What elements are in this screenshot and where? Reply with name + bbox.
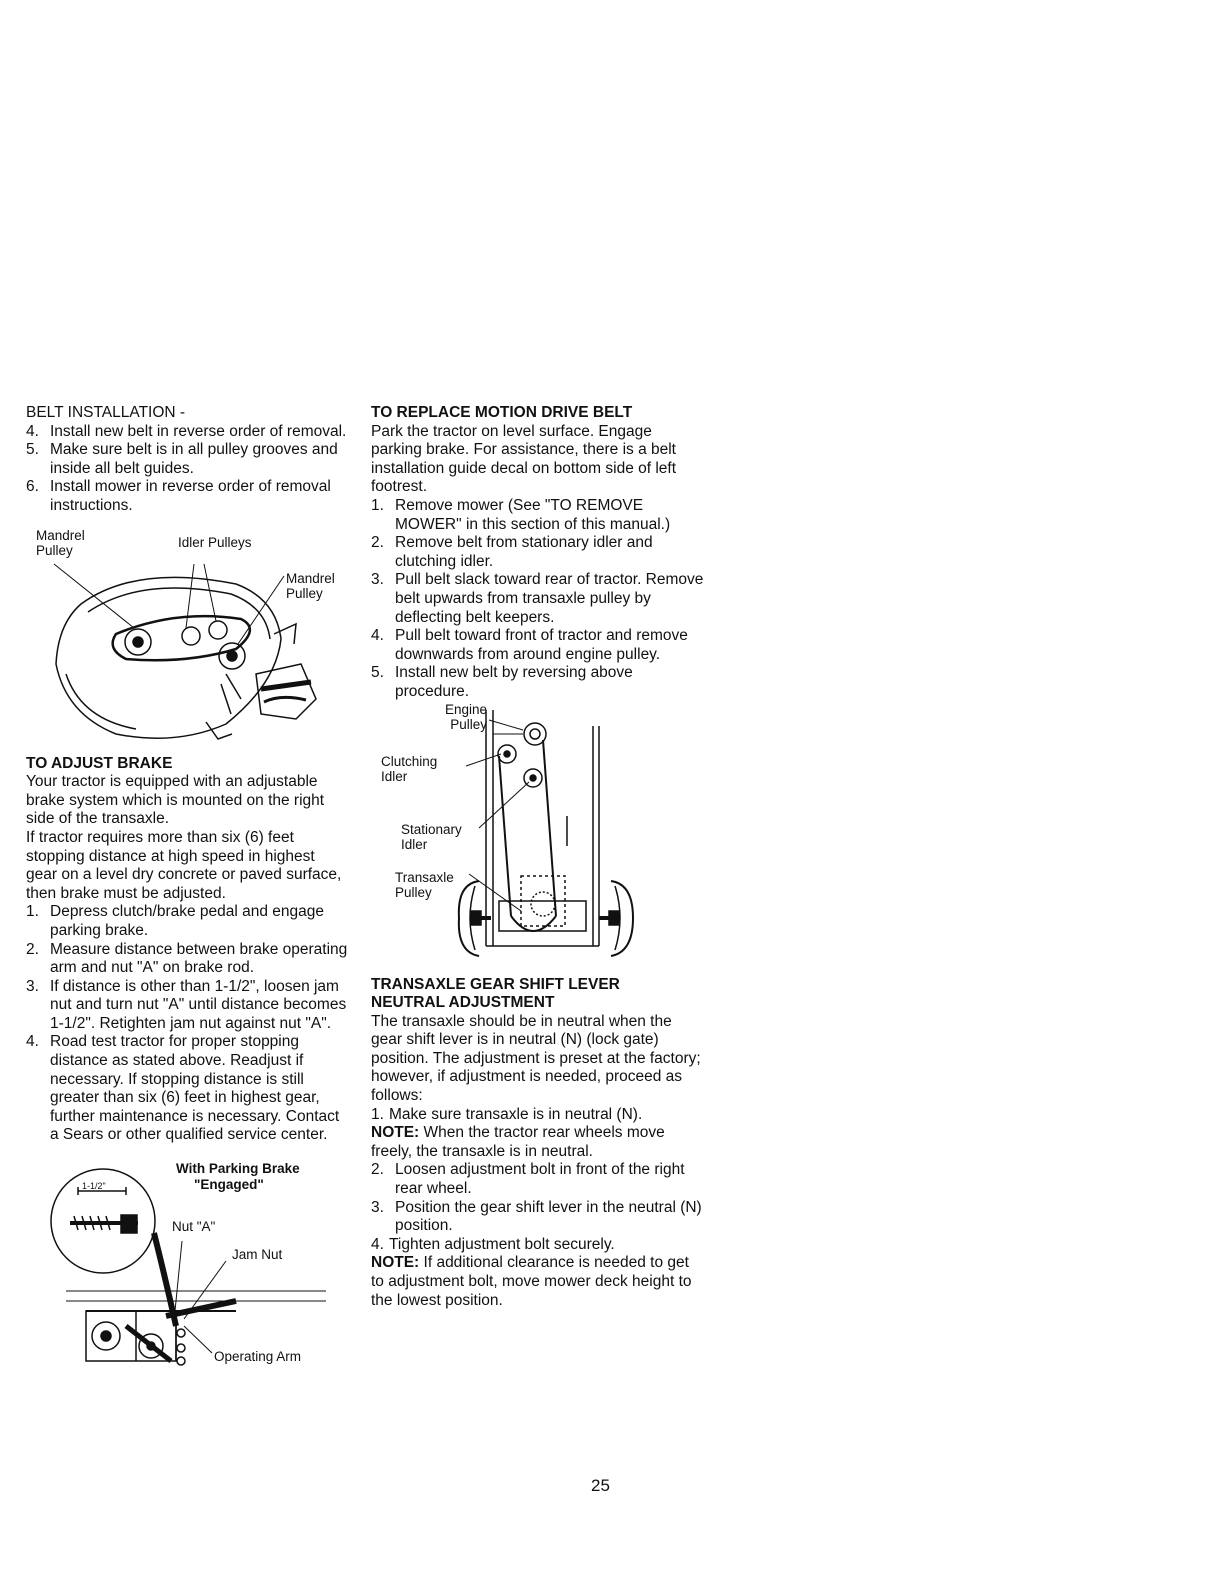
label-engine-pulley bbox=[441, 702, 487, 732]
step-text: Road test tractor for proper stopping distance as stated above. Readjust if necessary. If stopping distance is still greater than six (6) feet in highest gear, further maintenance is necessary. Contact a Sears or other qualified service center. bbox=[50, 1033, 340, 1144]
note-label: NOTE: bbox=[371, 1254, 420, 1272]
step-text: Tighten adjustment bolt securely. bbox=[389, 1235, 615, 1253]
list-item bbox=[371, 1236, 706, 1255]
list-item bbox=[26, 978, 348, 1034]
step-text: Pull belt slack toward rear of tractor. Remove belt upwards from transaxle pulley by deflecting belt keepers. bbox=[395, 571, 704, 626]
label-idler-pulleys: Idler Pulleys bbox=[178, 534, 252, 550]
step-text: Install mower in reverse order of removal instructions. bbox=[50, 478, 331, 514]
list-item bbox=[26, 941, 348, 978]
label-dimension: 1-1/2" bbox=[82, 1181, 106, 1192]
brake-steps bbox=[26, 903, 348, 1145]
motion-drive-figure bbox=[371, 701, 706, 968]
belt-installation-heading: BELT INSTALLATION - bbox=[26, 404, 186, 421]
right-column bbox=[371, 404, 706, 1310]
list-item bbox=[371, 664, 706, 701]
step-number: 4. bbox=[26, 422, 39, 440]
label-line: Engine bbox=[444, 701, 487, 717]
step-text: Loosen adjustment bolt in front of the right rear wheel. bbox=[395, 1161, 685, 1198]
label-nut-a: Nut "A" bbox=[172, 1219, 216, 1235]
adjust-brake-heading: TO ADJUST BRAKE bbox=[26, 754, 173, 772]
transaxle-note-1 bbox=[371, 1124, 706, 1161]
transaxle-steps-cont bbox=[371, 1161, 706, 1254]
step-number: 1. bbox=[371, 1105, 384, 1123]
step-number: 1. bbox=[26, 903, 39, 921]
transaxle-intro: The transaxle should be in neutral when the gear shift lever is in neutral (N) (lock gate) position. The adjustment is preset at the factory; however, if adjustment is needed, proceed as follows: bbox=[371, 1012, 701, 1105]
label-line: Pulley bbox=[395, 884, 432, 900]
step-text: Install new belt in reverse order of removal. bbox=[50, 422, 347, 440]
list-item bbox=[26, 1033, 348, 1145]
transaxle-heading-line2: NEUTRAL ADJUSTMENT bbox=[371, 994, 555, 1012]
transaxle-heading-line1: TRANSAXLE GEAR SHIFT LEVER bbox=[371, 975, 620, 993]
label-line: Pulley bbox=[36, 542, 73, 558]
step-number: 4. bbox=[371, 627, 384, 645]
mower-deck-drawing bbox=[26, 524, 348, 752]
label-transaxle-pulley bbox=[395, 870, 454, 900]
step-text: Depress clutch/brake pedal and engage parking brake. bbox=[50, 903, 325, 939]
label-line: Mandrel bbox=[286, 570, 335, 586]
list-item bbox=[371, 497, 706, 534]
list-item bbox=[371, 1161, 706, 1198]
step-number: 3. bbox=[26, 977, 39, 995]
label-operating-arm: Operating Arm bbox=[214, 1349, 302, 1365]
step-number: 4. bbox=[371, 1235, 384, 1253]
step-number: 6. bbox=[26, 478, 39, 496]
label-with-parking-brake: With Parking Brake bbox=[176, 1161, 300, 1177]
label-line: Pulley bbox=[286, 585, 323, 601]
label-line: Idler bbox=[401, 836, 428, 852]
label-line: Mandrel bbox=[36, 527, 85, 543]
step-number: 1. bbox=[371, 496, 384, 514]
transaxle-steps bbox=[371, 1106, 706, 1125]
note-label: NOTE: bbox=[371, 1124, 420, 1142]
label-line: Stationary bbox=[401, 821, 462, 837]
label-mandrel-pulley-left bbox=[36, 528, 85, 558]
label-jam-nut: Jam Nut bbox=[232, 1247, 283, 1263]
note-text: If additional clearance is needed to get to adjustment bolt, move mower deck height to the lowest position. bbox=[371, 1254, 692, 1309]
brake-drawing bbox=[26, 1161, 348, 1376]
left-column bbox=[26, 404, 348, 1376]
label-clutching-idler bbox=[381, 754, 437, 784]
list-item bbox=[371, 571, 706, 627]
page-number: 25 bbox=[591, 1476, 610, 1495]
step-text: Pull belt toward front of tractor and remove downwards from around engine pulley. bbox=[395, 627, 688, 663]
step-text: Make sure belt is in all pulley grooves and inside all belt guides. bbox=[50, 441, 338, 477]
step-text: Remove belt from stationary idler and clutching idler. bbox=[395, 534, 653, 570]
label-line: Clutching bbox=[381, 753, 438, 769]
step-number: 2. bbox=[371, 534, 384, 552]
step-text: Position the gear shift lever in the neutral (N) position. bbox=[395, 1198, 702, 1235]
step-number: 5. bbox=[26, 441, 39, 459]
step-number: 5. bbox=[371, 664, 384, 682]
mower-deck-figure bbox=[26, 524, 348, 752]
step-text: Install new belt by reversing above procedure. bbox=[395, 664, 633, 700]
list-item bbox=[371, 534, 706, 571]
motion-belt-steps bbox=[371, 497, 706, 702]
list-item bbox=[26, 903, 348, 940]
step-number: 3. bbox=[371, 1198, 384, 1216]
label-stationary-idler bbox=[401, 822, 462, 852]
list-item bbox=[26, 478, 348, 515]
step-text: If distance is other than 1-1/2", loosen jam nut and turn nut "A" until distance becomes 1-1/2". Retighten jam nut against nut "A". bbox=[50, 977, 347, 1032]
motion-belt-intro: Park the tractor on level surface. Engage parking brake. For assistance, there is a belt installation guide decal on bottom side of left footrest. bbox=[371, 422, 677, 496]
step-text: Remove mower (See "TO REMOVE MOWER" in this section of this manual.) bbox=[395, 496, 671, 533]
list-item bbox=[371, 1106, 706, 1125]
brake-intro: Your tractor is equipped with an adjustable brake system which is mounted on the right side of the transaxle. bbox=[26, 773, 325, 828]
step-number: 2. bbox=[26, 940, 39, 958]
belt-installation-steps bbox=[26, 423, 348, 516]
label-line: Pulley bbox=[450, 716, 487, 732]
step-number: 2. bbox=[371, 1161, 384, 1179]
note-text: When the tractor rear wheels move freely, the transaxle is in neutral. bbox=[371, 1124, 665, 1160]
label-mandrel-pulley-right bbox=[286, 571, 335, 601]
list-item bbox=[26, 423, 348, 442]
transaxle-note-2 bbox=[371, 1254, 706, 1310]
step-number: 3. bbox=[371, 571, 384, 589]
label-engaged: "Engaged" bbox=[194, 1177, 264, 1193]
list-item bbox=[26, 441, 348, 478]
step-text: Measure distance between brake operating arm and nut "A" on brake rod. bbox=[50, 940, 348, 977]
list-item bbox=[371, 1199, 706, 1236]
brake-condition: If tractor requires more than six (6) feet stopping distance at high speed in highest gear on a level dry concrete or paved surface, then brake must be adjusted. bbox=[26, 828, 342, 902]
step-number: 4. bbox=[26, 1033, 39, 1051]
list-item bbox=[371, 627, 706, 664]
label-line: Idler bbox=[381, 768, 408, 784]
step-text: Make sure transaxle is in neutral (N). bbox=[389, 1105, 643, 1123]
label-line: Transaxle bbox=[395, 869, 454, 885]
motion-belt-heading: TO REPLACE MOTION DRIVE BELT bbox=[371, 404, 633, 421]
brake-figure bbox=[26, 1161, 348, 1376]
